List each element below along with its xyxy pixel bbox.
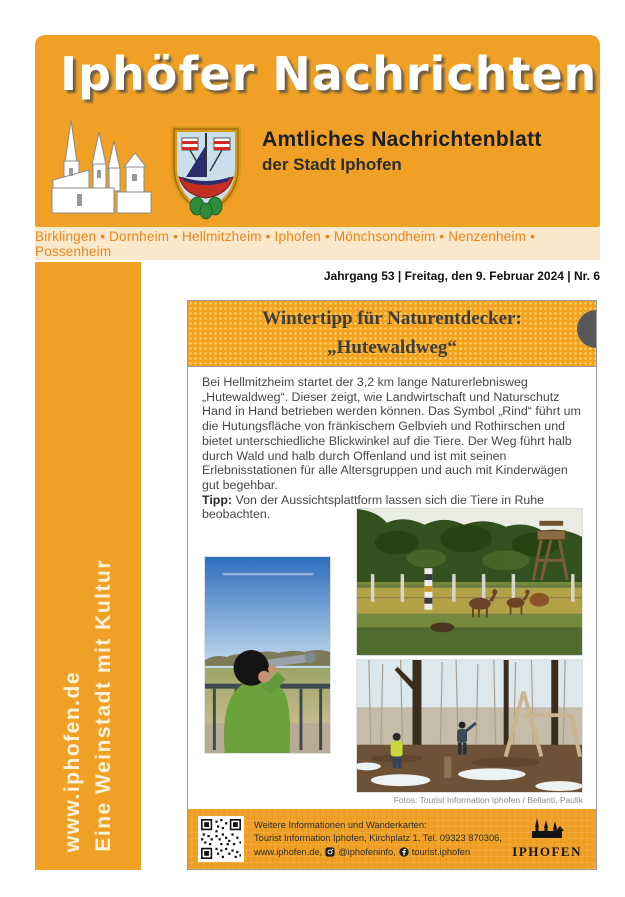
iphofen-logo-text: IPHOFEN (512, 844, 582, 859)
footer-website: www.iphofen.de, (254, 846, 323, 857)
sidebar-url: www.iphofen.de (60, 670, 84, 852)
article-title-line1: Wintertipp für Naturentdecker: (262, 308, 522, 329)
article-title-banner (188, 301, 596, 367)
article-box (187, 300, 597, 870)
subtitle-line1: Amtliches Nachrichtenblatt (262, 128, 542, 151)
article-title-line2: „Hutewaldweg“ (327, 336, 457, 358)
footer-line2: Tourist Information Iphofen, Kirchplatz 1, Tel. 09323 870306, (254, 833, 502, 844)
sidebar-slogan: Eine Weinstadt mit Kultur (91, 559, 115, 852)
districts-list: Birklingen • Dornheim • Hellmitzheim • Iphofen • Mönchsondheim • Nenzenheim • Possenheim (35, 228, 535, 259)
tip-label: Tipp: (202, 492, 233, 507)
photo-child-telescope (204, 556, 331, 754)
tip-text: Von der Aussichtsplattform lassen sich die Tiere in Ruhe beobachten. (202, 492, 545, 522)
footer-line1: Weitere Informationen und Wanderkarten: (254, 819, 427, 830)
districts-band (35, 227, 600, 260)
photo-winter-forest (356, 659, 583, 793)
issue-info: Jahrgang 53 | Freitag, den 9. Februar 2024 | Nr. 6 (323, 269, 600, 283)
footer-facebook: tourist.iphofen (411, 846, 471, 857)
page-tab-notch (577, 310, 596, 348)
photo-deer-pasture (356, 508, 583, 656)
newsletter-title: Iphöfer Nachrichten (60, 47, 598, 101)
photo-caption: Fotos: Tourist Information Iphofen / Bellanti, Paulik (393, 795, 583, 805)
article-footer (188, 809, 596, 869)
masthead (35, 35, 600, 227)
iphofen-logo-silhouette (529, 818, 565, 838)
footer-contact (254, 819, 502, 859)
iphofen-logo (512, 818, 586, 860)
sidebar-orange-bar (35, 262, 141, 870)
article-text: Bei Hellmitzheim startet der 3,2 km lange Naturerlebnisweg „Hutewaldweg“. Dieser zeigt, wie Landwirtschaft und Naturschutz Hand in Hand betrieben werden können. Das Symbol „Rind“ führt um die Hutungsfläche von fränkischem Gelbvieh und Rothirschen und bietet unterschiedliche Blickwinkel auf die Tiere. Der Weg führt halb durch Wald und halb durch Offenland und ist mit seinen Erlebnisstationen für alle Altersgruppen und auch mit Kinderwägen gut begehbar. (202, 375, 581, 492)
iphofen-coat-of-arms (165, 121, 247, 221)
facebook-icon (399, 847, 409, 857)
masthead-subtitle (262, 128, 542, 175)
qr-code (198, 816, 244, 862)
footer-instagram: @iphofeninfo, (338, 846, 396, 857)
article-body (188, 367, 596, 522)
church-skyline-drawing (47, 118, 155, 218)
instagram-icon (325, 847, 335, 857)
subtitle-line2: der Stadt Iphofen (262, 155, 402, 174)
